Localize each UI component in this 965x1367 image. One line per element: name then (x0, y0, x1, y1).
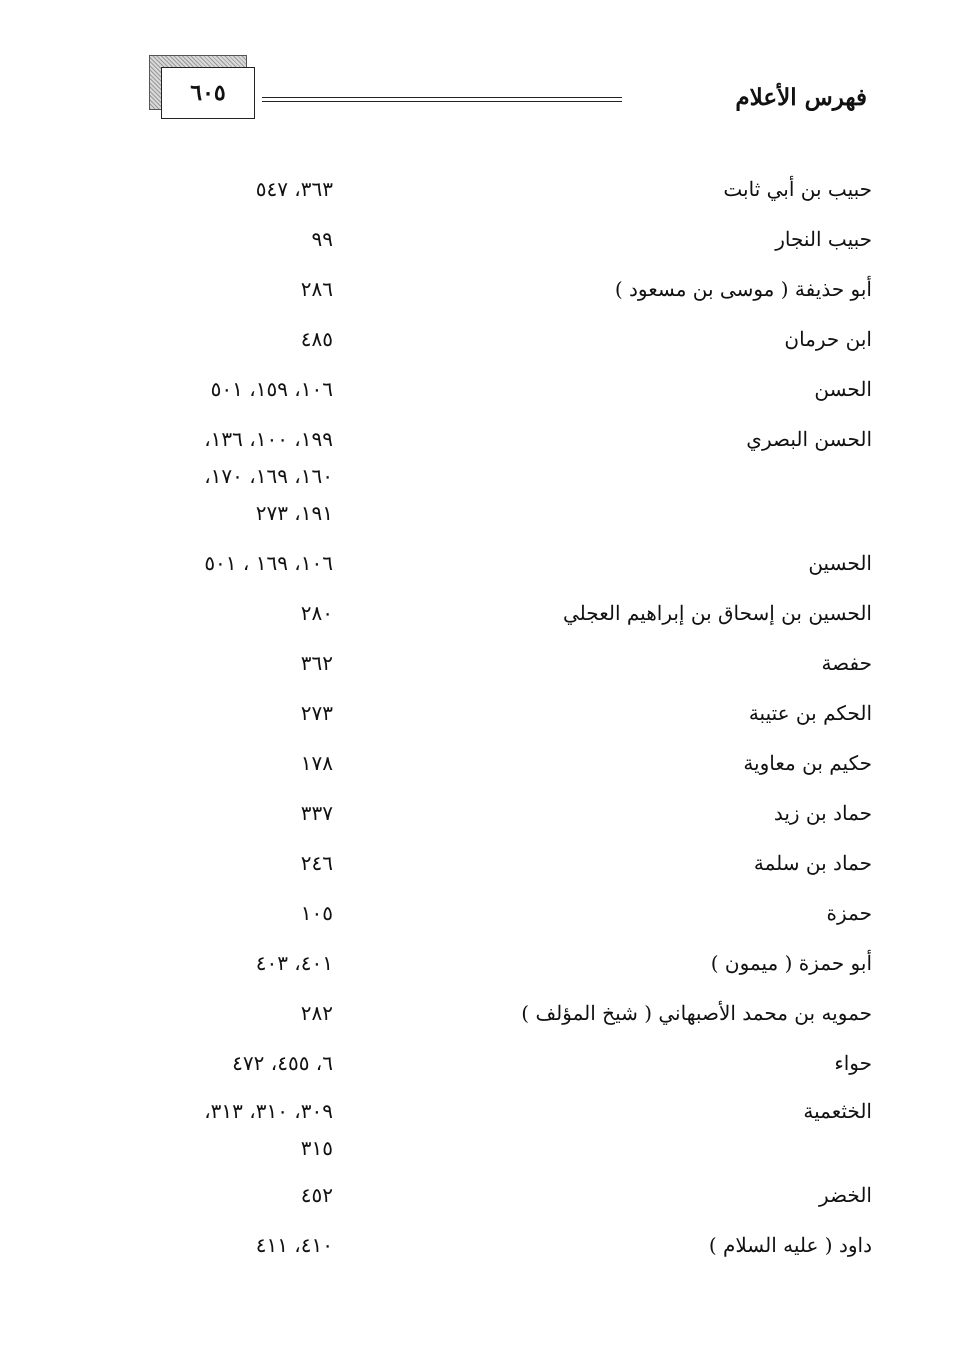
index-entry-name: حمويه بن محمد الأصبهاني ( شيخ المؤلف ) (521, 1001, 872, 1025)
index-entry-pages: ١٦٠، ١٦٩، ١٧٠، (204, 464, 333, 488)
index-entry-pages: ١٩٩، ١٠٠، ١٣٦، (204, 427, 333, 451)
index-entry-pages: ٣٠٩، ٣١٠، ٣١٣، (204, 1099, 333, 1123)
index-entry-name: الحكم بن عتيبة (748, 701, 872, 725)
index-entry-pages: ٢٨٢ (300, 1001, 333, 1025)
index-entry-name: أبو حمزة ( ميمون ) (710, 951, 872, 975)
index-entry-name: داود ( عليه السلام ) (708, 1233, 872, 1257)
index-entry-pages: ٤١٠، ٤١١ (255, 1233, 333, 1257)
index-entry-pages: ٤٨٥ (300, 327, 333, 351)
index-entry-pages: ٩٩ (311, 227, 333, 251)
index-entry-name: الحسن (814, 377, 872, 401)
index-entry-name: حماد بن زيد (773, 801, 872, 825)
index-entry-name: الخثعمية (803, 1099, 872, 1123)
index-entry-pages: ٤٠١، ٤٠٣ (255, 951, 333, 975)
index-entry-name: الخضر (819, 1183, 872, 1207)
index-entry-name: ابن حرمان (784, 327, 872, 351)
index-entry-name: حمزة (826, 901, 872, 925)
index-entry-pages: ٣٦٣، ٥٤٧ (255, 177, 333, 201)
index-entry-pages: ٣٣٧ (300, 801, 333, 825)
index-entry-pages: ٢٨٦ (300, 277, 333, 301)
index-entry-pages: ١٧٨ (300, 751, 333, 775)
index-entry-name: حواء (834, 1051, 872, 1075)
index-entry-pages: ١٠٦، ١٦٩ ، ٥٠١ (204, 551, 333, 575)
index-entry-pages: ١٠٦، ١٥٩، ٥٠١ (210, 377, 333, 401)
index-entry-name: الحسن البصري (746, 427, 872, 451)
index-entry-name: حبيب بن أبي ثابت (723, 177, 872, 201)
index-entry-name: حماد بن سلمة (753, 851, 872, 875)
index-entry-pages: ٣١٥ (300, 1136, 333, 1160)
index-entry-pages: ٢٤٦ (300, 851, 333, 875)
index-entry-pages: ٣٦٢ (300, 651, 333, 675)
page-title: فهرس الأعلام (735, 84, 867, 111)
index-entry-pages: ٦، ٤٥٥، ٤٧٢ (232, 1051, 333, 1075)
index-entry-pages: ٢٨٠ (300, 601, 333, 625)
page-number: ٦٠٥ (190, 80, 226, 106)
index-entry-name: حكيم بن معاوية (743, 751, 872, 775)
index-entry-name: حبيب النجار (775, 227, 872, 251)
index-entry-name: الحسين (808, 551, 872, 575)
index-entry-pages: ١٩١، ٢٧٣ (255, 501, 333, 525)
index-entry-pages: ٤٥٢ (300, 1183, 333, 1207)
index-entry-name: حفصة (821, 651, 872, 675)
index-entry-pages: ٢٧٣ (300, 701, 333, 725)
index-entry-pages: ١٠٥ (300, 901, 333, 925)
index-entry-name: أبو حذيفة ( موسى بن مسعود ) (614, 277, 872, 301)
index-entry-name: الحسين بن إسحاق بن إبراهيم العجلي (563, 601, 872, 625)
